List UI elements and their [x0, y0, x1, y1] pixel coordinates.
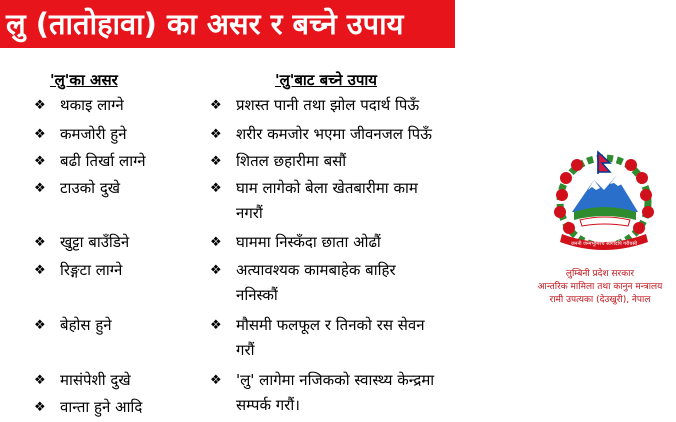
diamond-bullet-icon: ❖ [34, 98, 46, 113]
effects-heading: 'लु'का असर [50, 71, 118, 89]
title-banner [0, 0, 455, 48]
diamond-bullet-icon: ❖ [210, 181, 222, 196]
diamond-bullet-icon: ❖ [210, 318, 222, 333]
diamond-bullet-icon: ❖ [34, 181, 46, 196]
mountain-shape [572, 176, 638, 212]
caption-line-3: रामी उपत्यका (देउखुरी), नेपाल [549, 295, 651, 305]
diamond-bullet-icon: ❖ [34, 400, 46, 415]
diamond-bullet-icon: ❖ [210, 263, 222, 278]
diamond-bullet-icon: ❖ [34, 154, 46, 169]
diamond-bullet-icon: ❖ [210, 98, 222, 113]
diamond-bullet-icon: ❖ [34, 235, 46, 250]
diamond-bullet-icon: ❖ [34, 373, 46, 388]
diamond-bullet-icon: ❖ [34, 318, 46, 333]
page-title: लु (तातोहावा) का असर र बच्ने उपाय [6, 7, 404, 41]
diamond-bullet-icon: ❖ [34, 263, 46, 278]
nepal-emblem-icon [544, 150, 664, 255]
remedies-heading: 'लु'बाट बच्ने उपाय [275, 71, 377, 89]
ribbon-text: जननी जन्मभूमिश्च स्वर्गादपि गरीयसी [570, 241, 638, 247]
caption-line-2: आन्तरिक मामिला तथा कानुन मन्त्रालय [537, 282, 663, 292]
diamond-bullet-icon: ❖ [34, 127, 46, 142]
diamond-bullet-icon: ❖ [210, 127, 222, 142]
diamond-bullet-icon: ❖ [210, 373, 222, 388]
diamond-bullet-icon: ❖ [210, 235, 222, 250]
caption-line-1: लुम्बिनी प्रदेश सरकार [565, 269, 635, 279]
diamond-bullet-icon: ❖ [210, 154, 222, 169]
